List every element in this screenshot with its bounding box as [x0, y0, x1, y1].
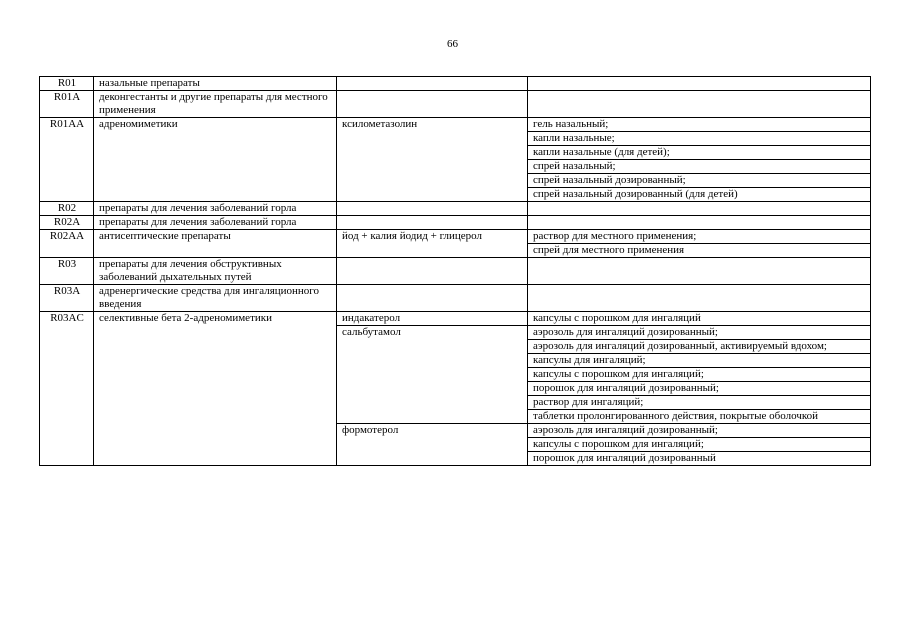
drug-table: [39, 76, 871, 466]
dosage-form: спрей назальный;: [528, 160, 871, 174]
table-row: [40, 312, 871, 326]
atc-code: R01AA: [40, 118, 94, 202]
drug-name: [337, 216, 528, 230]
table-row: [40, 216, 871, 230]
atc-code: R02AA: [40, 230, 94, 258]
table-row: [40, 285, 871, 312]
dosage-form: спрей назальный дозированный (для детей): [528, 188, 871, 202]
dosage-form: спрей для местного применения: [528, 244, 871, 258]
drug-name: [337, 285, 528, 312]
atc-code: R02A: [40, 216, 94, 230]
dosage-form: капсулы для ингаляций;: [528, 354, 871, 368]
dosage-form: [528, 258, 871, 285]
drug-name: [337, 202, 528, 216]
page-number: 66: [447, 38, 458, 50]
table-row: [40, 258, 871, 285]
pharmacological-group: препараты для лечения заболеваний горла: [94, 216, 337, 230]
dosage-form: аэрозоль для ингаляций дозированный;: [528, 424, 871, 438]
dosage-form: капсулы с порошком для ингаляций;: [528, 368, 871, 382]
dosage-form: [528, 77, 871, 91]
dosage-form: капсулы с порошком для ингаляций: [528, 312, 871, 326]
table-row: [40, 77, 871, 91]
dosage-form: гель назальный;: [528, 118, 871, 132]
dosage-form: таблетки пролонгированного действия, покрытые оболочкой: [528, 410, 871, 424]
pharmacological-group: деконгестанты и другие препараты для местного применения: [94, 91, 337, 118]
drug-name: ксилометазолин: [337, 118, 528, 202]
dosage-form: порошок для ингаляций дозированный: [528, 452, 871, 466]
pharmacological-group: антисептические препараты: [94, 230, 337, 258]
pharmacological-group: адренергические средства для ингаляционного введения: [94, 285, 337, 312]
dosage-form: капли назальные (для детей);: [528, 146, 871, 160]
dosage-form: капли назальные;: [528, 132, 871, 146]
atc-code: R01A: [40, 91, 94, 118]
table-row: [40, 118, 871, 132]
pharmacological-group: селективные бета 2-адреномиметики: [94, 312, 337, 466]
dosage-form: капсулы с порошком для ингаляций;: [528, 438, 871, 452]
atc-code: R03: [40, 258, 94, 285]
pharmacological-group: назальные препараты: [94, 77, 337, 91]
drug-name: индакатерол: [337, 312, 528, 326]
dosage-form: порошок для ингаляций дозированный;: [528, 382, 871, 396]
dosage-form: аэрозоль для ингаляций дозированный, активируемый вдохом;: [528, 340, 871, 354]
drug-name: [337, 77, 528, 91]
table-row: [40, 230, 871, 244]
dosage-form: раствор для местного применения;: [528, 230, 871, 244]
atc-code: R02: [40, 202, 94, 216]
drug-name: йод + калия йодид + глицерол: [337, 230, 528, 258]
pharmacological-group: препараты для лечения заболеваний горла: [94, 202, 337, 216]
table-row: [40, 91, 871, 118]
dosage-form: [528, 202, 871, 216]
table-row: [40, 202, 871, 216]
atc-code: R03AC: [40, 312, 94, 466]
drug-name: формотерол: [337, 424, 528, 466]
atc-code: R03A: [40, 285, 94, 312]
atc-code: R01: [40, 77, 94, 91]
dosage-form: [528, 91, 871, 118]
pharmacological-group: адреномиметики: [94, 118, 337, 202]
dosage-form: раствор для ингаляций;: [528, 396, 871, 410]
drug-name: [337, 91, 528, 118]
drug-name: сальбутамол: [337, 326, 528, 424]
drug-name: [337, 258, 528, 285]
dosage-form: спрей назальный дозированный;: [528, 174, 871, 188]
dosage-form: аэрозоль для ингаляций дозированный;: [528, 326, 871, 340]
pharmacological-group: препараты для лечения обструктивных заболеваний дыхательных путей: [94, 258, 337, 285]
dosage-form: [528, 216, 871, 230]
dosage-form: [528, 285, 871, 312]
